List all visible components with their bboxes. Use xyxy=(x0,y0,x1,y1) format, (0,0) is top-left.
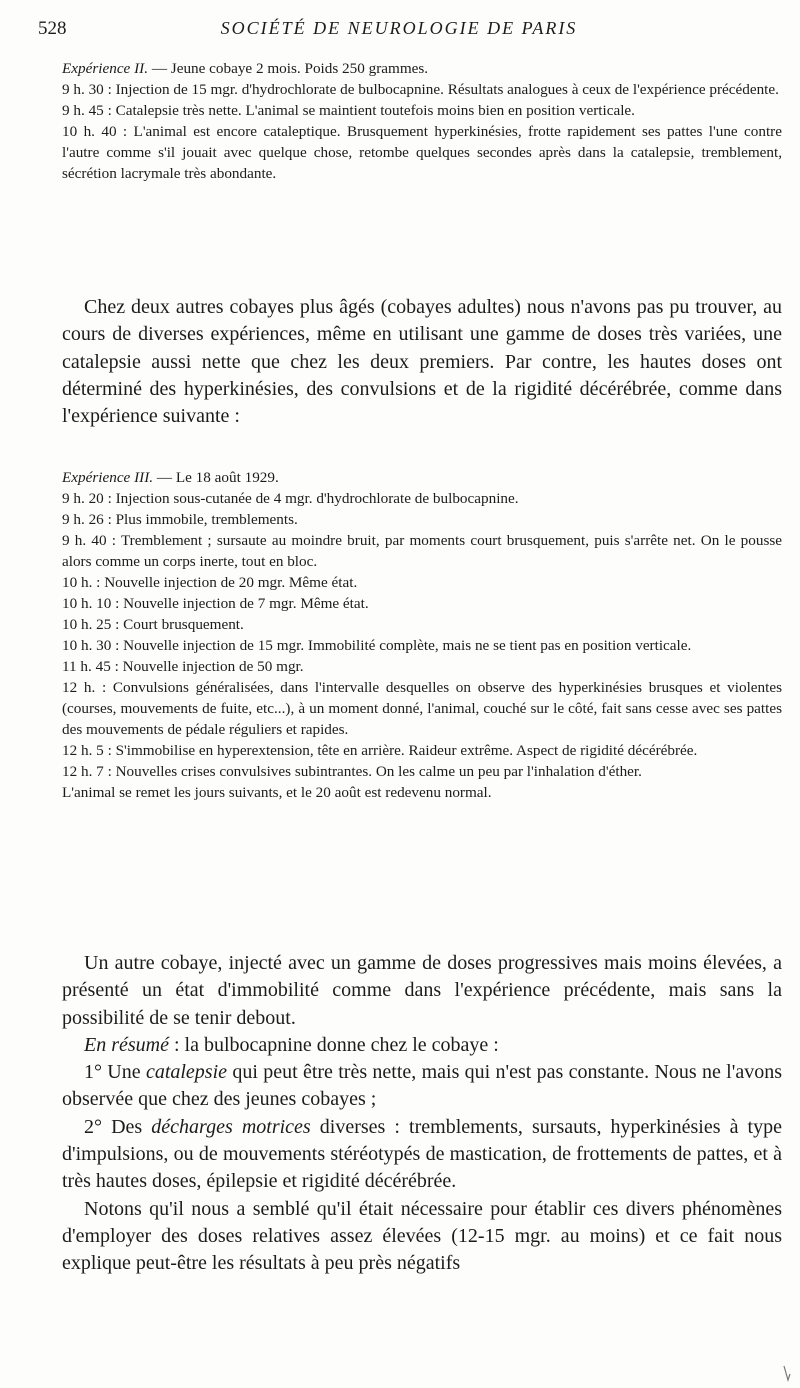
corner-mark-icon xyxy=(782,1364,792,1382)
experiment-2-entry: 9 h. 30 : Injection de 15 mgr. d'hydrochlorate de bulbocapnine. Résultats analogues à ceux de l'expérience précédente. xyxy=(62,81,779,98)
paragraph-3: Notons qu'il nous a semblé qu'il était nécessaire pour établir ces divers phénomènes d'employer des doses relatives assez élevées (12-15 mgr. au moins) et ce fait nous explique peut-être les résultats à peu près négatifs xyxy=(62,1197,782,1275)
paragraph-1-block xyxy=(62,294,782,430)
page-number: 528 xyxy=(38,18,67,39)
experiment-3-entry: 11 h. 45 : Nouvelle injection de 50 mgr. xyxy=(62,658,304,675)
conclusion-block xyxy=(62,950,782,1278)
experiment-3-entry: 10 h. 25 : Court brusquement. xyxy=(62,616,244,633)
experiment-3-block xyxy=(62,467,782,803)
experiment-3-entry: L'animal se remet les jours suivants, et le 20 août est redevenu normal. xyxy=(62,784,492,801)
experiment-2-block xyxy=(62,58,782,184)
experiment-3-title: Expérience III. xyxy=(62,469,154,486)
experiment-3-entry: 12 h. : Convulsions généralisées, dans l'intervalle desquelles on observe des hyperkinésies brusques et violentes (courses, mouvements de fuite, etc...), à un moment donné, l'animal, couché sur le côté, fait sans cesse avec ses pattes des mouvements de pédale réguliers et rapides. xyxy=(62,679,782,738)
experiment-3-entry: 12 h. 5 : S'immobilise en hyperextension, tête en arrière. Raideur extrême. Aspect de rigidité décérébrée. xyxy=(62,742,698,759)
experiment-3-entry: 10 h. 10 : Nouvelle injection de 7 mgr. Même état. xyxy=(62,595,369,612)
experiment-3-entry: 10 h. : Nouvelle injection de 20 mgr. Même état. xyxy=(62,574,358,591)
summary-item-1 xyxy=(62,1059,782,1114)
experiment-3-entry: 10 h. 30 : Nouvelle injection de 15 mgr. Immobilité complète, mais ne se tient pas en position verticale. xyxy=(62,637,692,654)
experiment-3-entry: 9 h. 40 : Tremblement ; sursaute au moindre bruit, par moments court brusquement, puis s'arrête net. On le pousse alors comme un corps inerte, tout en bloc. xyxy=(62,532,782,570)
experiment-3-heading xyxy=(62,467,782,488)
experiment-3-entry: 9 h. 20 : Injection sous-cutanée de 4 mgr. d'hydrochlorate de bulbocapnine. xyxy=(62,490,519,507)
summary-item-2 xyxy=(62,1114,782,1196)
page-header xyxy=(38,18,760,48)
experiment-2-intro: — Jeune cobaye 2 mois. Poids 250 grammes. xyxy=(148,60,429,77)
experiment-2-entry: 9 h. 45 : Catalepsie très nette. L'animal se maintient toutefois moins bien en position verticale. xyxy=(62,102,635,119)
experiment-3-entry: 12 h. 7 : Nouvelles crises convulsives subintrantes. On les calme un peu par l'inhalation d'éther. xyxy=(62,763,642,780)
summary-item-2-term: décharges motrices xyxy=(151,1115,311,1138)
running-title: SOCIÉTÉ DE NEUROLOGIE DE PARIS xyxy=(220,18,578,38)
experiment-3-intro: — Le 18 août 1929. xyxy=(153,469,279,486)
experiment-3-entry: 9 h. 26 : Plus immobile, tremblements. xyxy=(62,511,298,528)
summary-item-1-rest: qui peut être très nette, mais qui n'est pas constante. Nous ne l'avons observée que chez des jeunes cobayes ; xyxy=(62,1061,782,1111)
summary-item-2-rest: diverses : tremblements, sursauts, hyperkinésies à type d'impulsions, ou de mouvements stéréotypés de mastication, de frottements de pattes, et à très hautes doses, épilepsie et rigidité décérébrée. xyxy=(62,1115,782,1193)
summary-lead-term: En résumé xyxy=(84,1033,169,1056)
paragraph-1: Chez deux autres cobayes plus âgés (cobayes adultes) nous n'avons pas pu trouver, au cours de diverses expériences, même en utilisant une gamme de doses très variées, une catalepsie aussi nette que chez les deux premiers. Par contre, les hautes doses ont déterminé des hyperkinésies, des convulsions et de la rigidité décérébrée, comme dans l'expérience suivante : xyxy=(62,296,782,428)
experiment-2-heading xyxy=(62,58,782,79)
summary-item-1-prefix: 1° Une xyxy=(84,1061,146,1084)
summary-item-1-term: catalepsie xyxy=(145,1061,228,1084)
summary-lead xyxy=(62,1032,782,1059)
paragraph-2: Un autre cobaye, injecté avec un gamme de doses progressives mais moins élevées, a présenté un état d'immobilité comme dans l'expérience précédente, mais sans la possibilité de se tenir debout. xyxy=(62,952,782,1029)
experiment-2-entry: 10 h. 40 : L'animal est encore cataleptique. Brusquement hyperkinésies, frotte rapidement ses pattes l'une contre l'autre comme s'il jouait avec quelque chose, retombe quelques secondes après dans la catalepsie, tremblement, sécrétion lacrymale très abondante. xyxy=(62,123,782,182)
summary-item-2-prefix: 2° Des xyxy=(84,1115,152,1138)
experiment-2-title: Expérience II. xyxy=(62,60,149,77)
summary-lead-rest: : la bulbocapnine donne chez le cobaye : xyxy=(168,1033,499,1056)
